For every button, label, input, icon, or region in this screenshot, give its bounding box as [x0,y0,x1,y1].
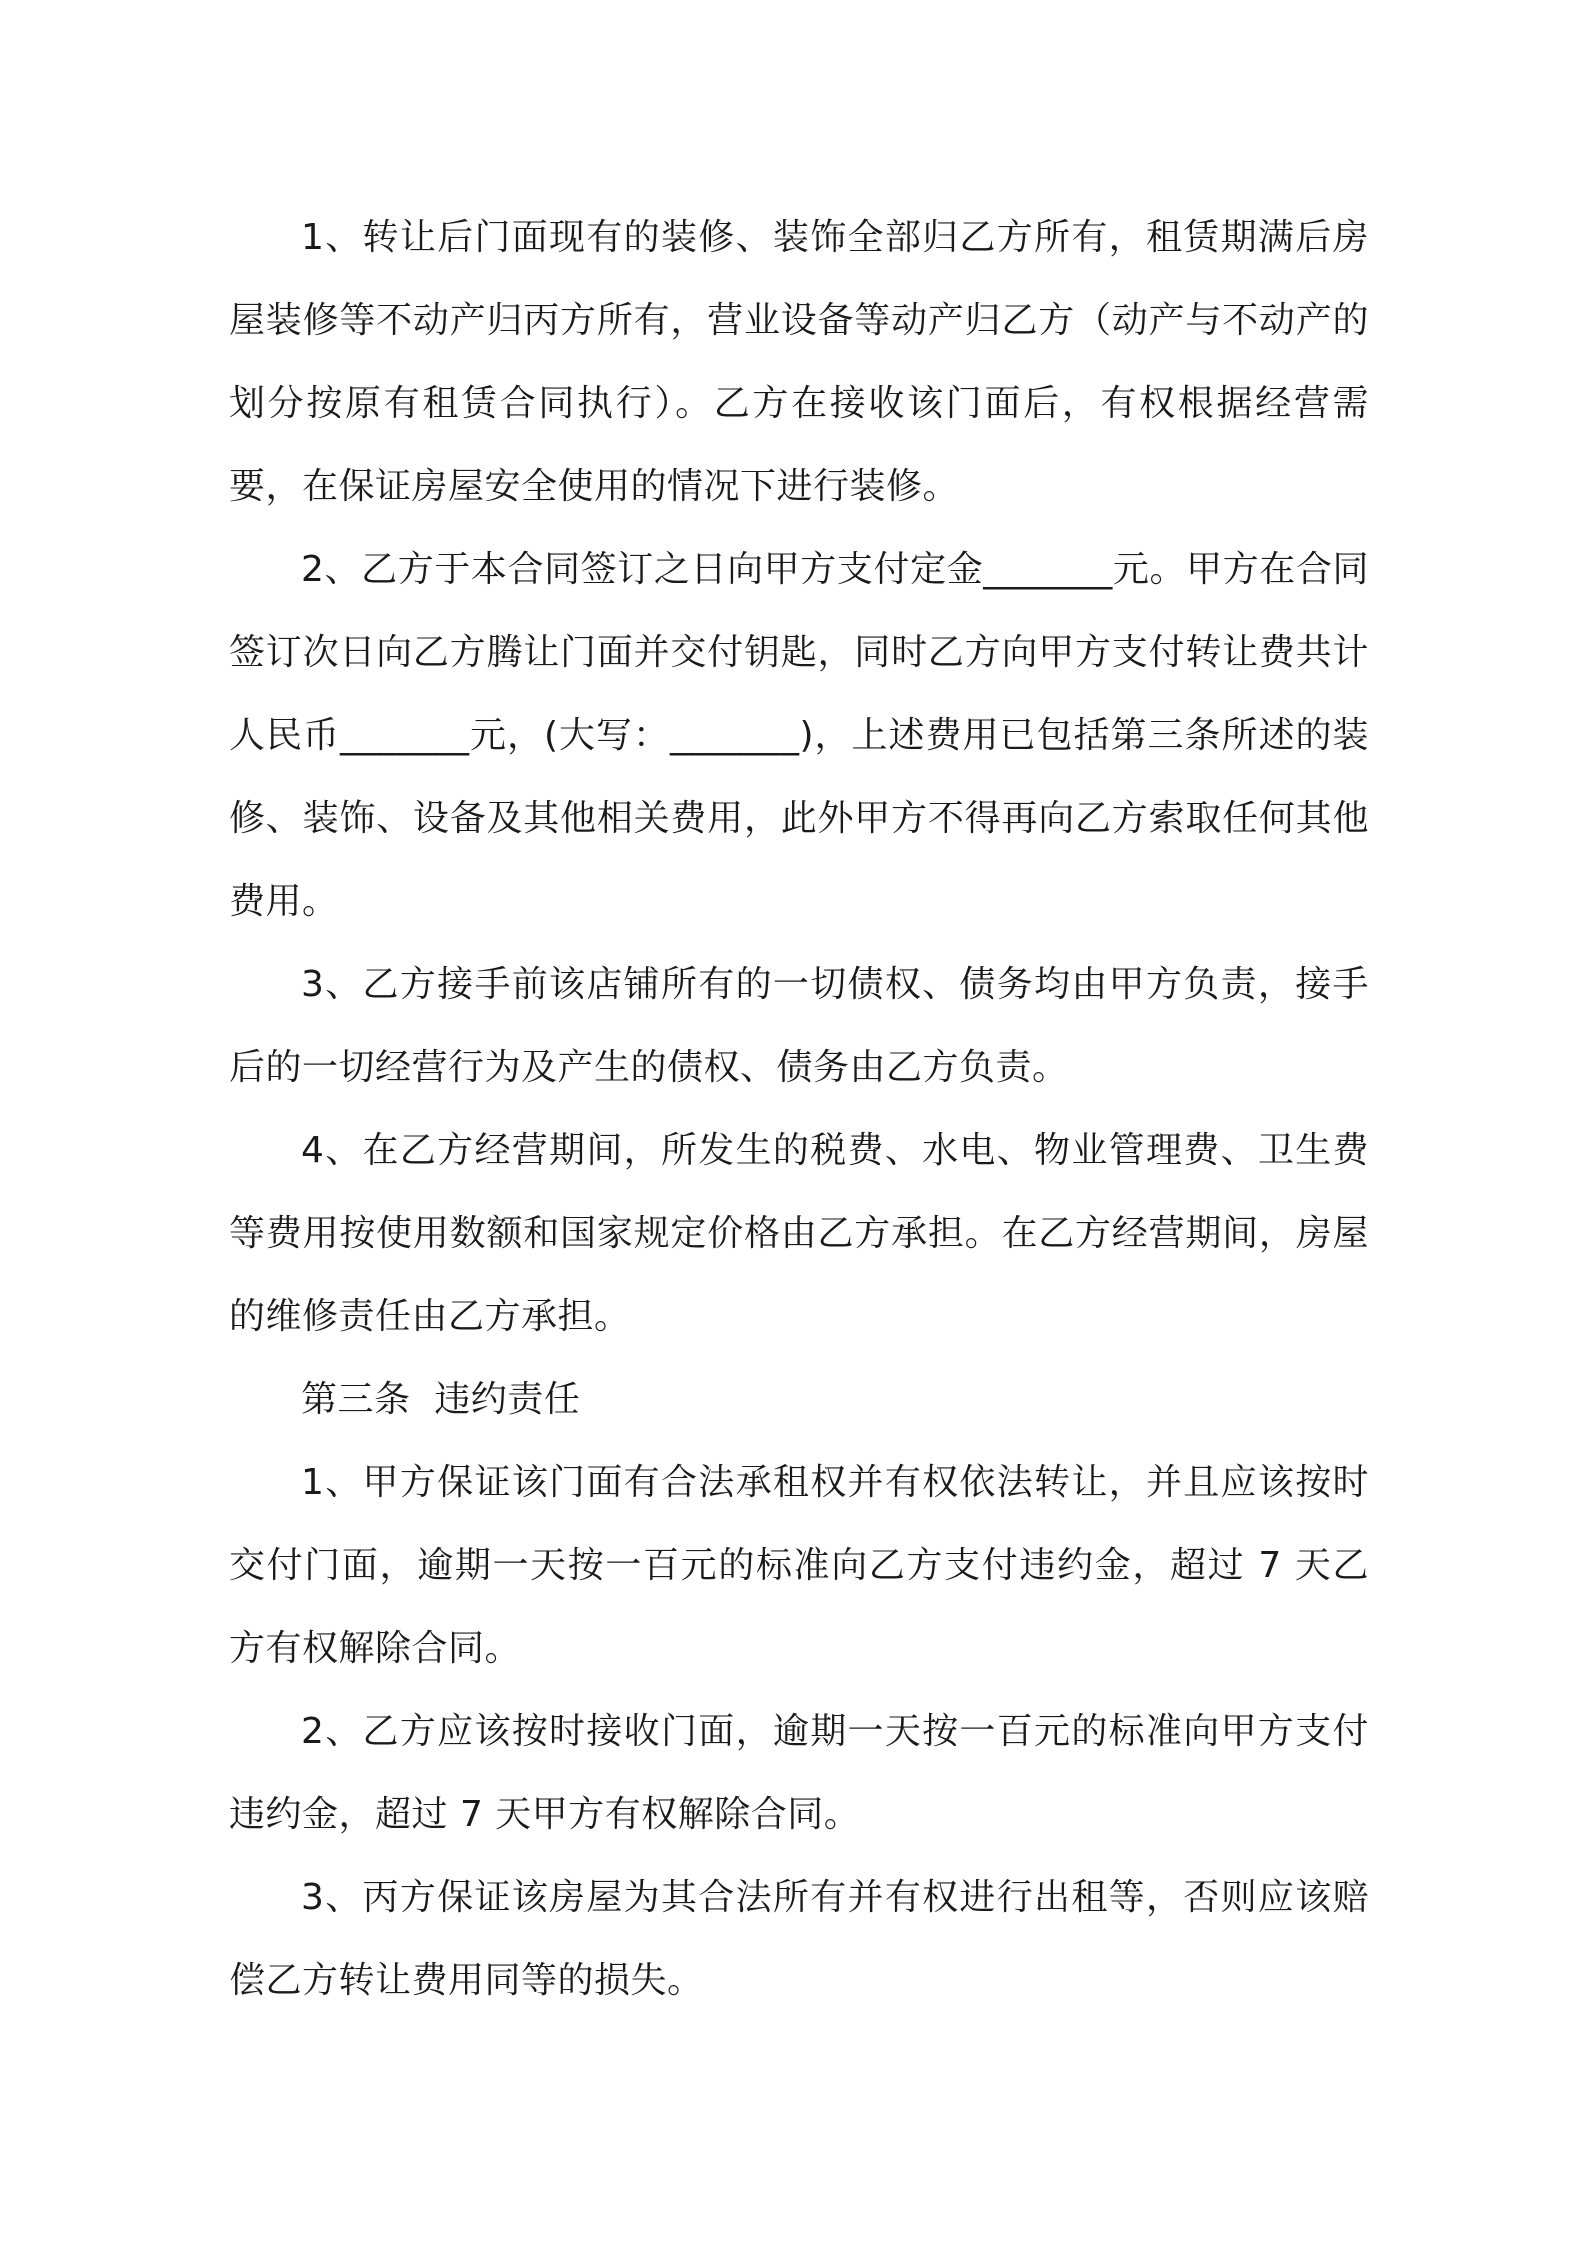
clause-paragraph: 1、转让后门面现有的装修、装饰全部归乙方所有，租赁期满后房屋装修等不动产归丙方所有，营业设备等动产归乙方（动产与不动产的划分按原有租赁合同执行）。乙方在接收该门面后，有权根据经营需要，在保证房屋安全使用的情况下进行装修。 [229,217,1369,507]
section-heading: 第三条 违约责任 [301,1379,581,1420]
document-body [229,196,1369,2022]
clause-paragraph: 4、在乙方经营期间，所发生的税费、水电、物业管理费、卫生费等费用按使用数额和国家规定价格由乙方承担。在乙方经营期间，房屋的维修责任由乙方承担。 [229,1130,1369,1337]
clause-paragraph: 3、乙方接手前该店铺所有的一切债权、债务均由甲方负责，接手后的一切经营行为及产生的债权、债务由乙方负责。 [229,964,1369,1088]
clause-paragraph: 3、丙方保证该房屋为其合法所有并有权进行出租等，否则应该赔偿乙方转让费用同等的损失。 [229,1877,1369,2001]
clause-paragraph: 2、乙方于本合同签订之日向甲方支付定金_______元。甲方在合同签订次日向乙方腾让门面并交付钥匙，同时乙方向甲方支付转让费共计人民币_______元，(大写：_______)，上述费用已包括第三条所述的装修、装饰、设备及其他相关费用，此外甲方不得再向乙方索取任何其他费用。 [229,549,1369,922]
clause-paragraph: 1、甲方保证该门面有合法承租权并有权依法转让，并且应该按时交付门面，逾期一天按一百元的标准向乙方支付违约金，超过 7 天乙方有权解除合同。 [229,1462,1369,1669]
clause-paragraph: 2、乙方应该按时接收门面，逾期一天按一百元的标准向甲方支付违约金，超过 7 天甲方有权解除合同。 [229,1711,1369,1835]
